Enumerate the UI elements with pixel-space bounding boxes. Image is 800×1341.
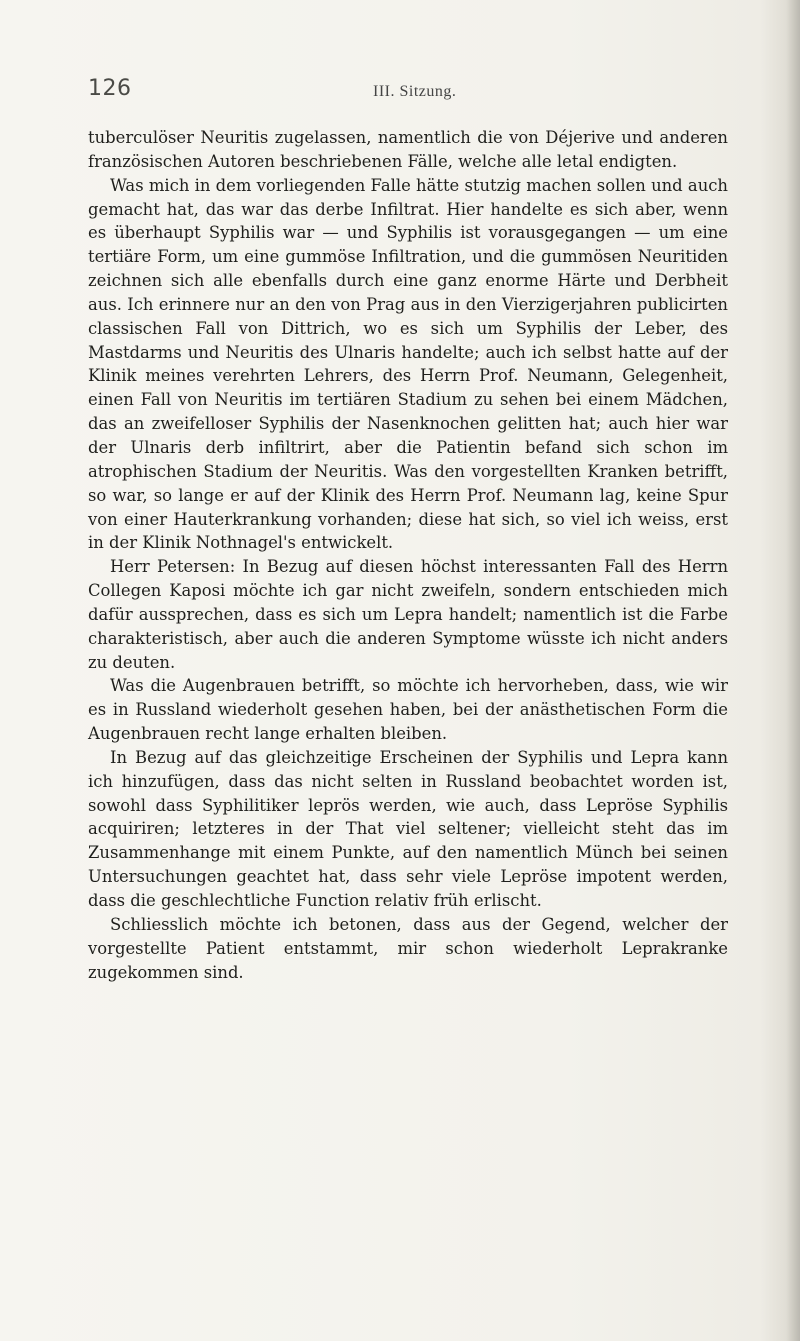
paragraph-eyebrows: Was die Augenbrauen betrifft, so möchte ich hervorheben, dass, wie wir es in Russland wiederholt gesehen haben, bei der anästhetischen Form die Augenbrauen recht lange erhalten bleiben.: [88, 676, 728, 744]
paragraph-petersen-remark: Herr Petersen: In Bezug auf diesen höchst interessanten Fall des Herrn Collegen Kaposi möchte ich gar nicht zweifeln, sondern entschieden mich dafür aussprechen, dass es sich um Lepra handelt; namentlich ist die Farbe charakteristisch, aber auch die anderen Symptome wüsste ich nicht anders zu deuten.: [88, 557, 728, 672]
paragraph-syphilis-lepra: In Bezug auf das gleichzeitige Erscheinen der Syphilis und Lepra kann ich hinzufügen, dass das nicht selten in Russland beobachtet worden ist, sowohl dass Syphilitiker leprös werden, wie auch, dass Lepröse Syphilis acquiriren; letzteres in der That viel seltener; vielleicht steht das im Zusammenhange mit einem Punkte, auf den namentlich Münch bei seinen Untersuchungen geachtet hat, dass sehr viele Lepröse impotent werden, dass die geschlechtliche Function relativ früh erlischt.: [88, 747, 728, 910]
body-text: [88, 126, 728, 984]
paragraph-gummous-infiltration: Was mich in dem vorliegenden Falle hätte stutzig machen sollen und auch gemacht hat, das war das derbe Infiltrat. Hier handelte es sich aber, wenn es überhaupt Syphilis war — und Syphilis ist vorausgegangen — um eine tertiäre Form, um eine gummöse Infiltration, und die gummösen Neuritiden zeichnen sich alle ebenfalls durch eine ganz enorme Härte und Derbheit aus. Ich erinnere nur an den von Prag aus in den Vierzigerjahren publicirten classischen Fall von Dittrich, wo es sich um Syphilis der Leber, des Mastdarms und Neuritis des Ulnaris handelte; auch ich selbst hatte auf der Klinik meines verehrten Lehrers, des Herrn Prof. Neumann, Gelegenheit, einen Fall von Neuritis im tertiären Stadium zu sehen bei einem Mädchen, das an zweifelloser Syphilis der Nasenknochen gelitten hat; auch hier war der Ulnaris derb infiltrirt, aber die Patientin befand sich schon im atrophischen Stadium der Neuritis. Was den vorgestellten Kranken betrifft, so war, so lange er auf der Klinik des Herrn Prof. Neumann lag, keine Spur von einer Hauterkrankung vorhanden; diese hat sich, so viel ich weiss, erst in der Klinik Nothnagel's entwickelt.: [88, 175, 728, 553]
page-header: [88, 78, 728, 102]
page-number: 126: [88, 76, 132, 101]
paragraph-continuation: tuberculöser Neuritis zugelassen, namentlich die von Déjerive und anderen französischen Autoren beschriebenen Fälle, welche alle letal endigten.: [88, 128, 728, 171]
page-edge-shadow: [786, 0, 800, 1341]
paragraph-conclusion: Schliesslich möchte ich betonen, dass aus der Gegend, welcher der vorgestellte Patient entstammt, mir schon wiederholt Leprakranke zugekommen sind.: [88, 914, 728, 982]
running-head: III. Sitzung.: [373, 83, 457, 100]
